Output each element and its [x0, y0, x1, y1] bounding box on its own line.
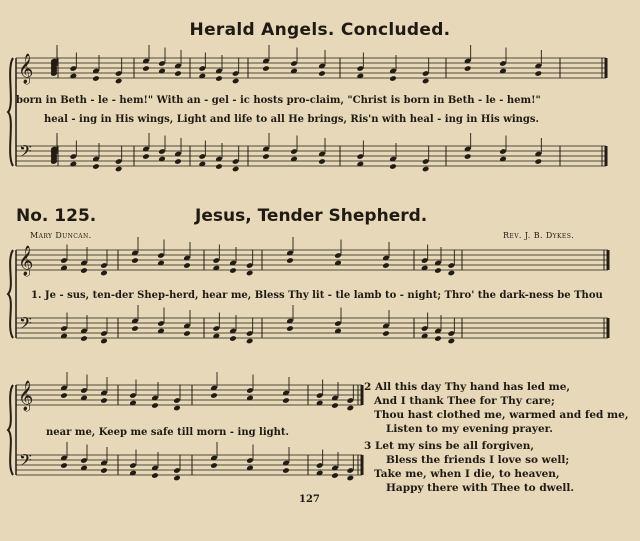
- treble-note: [80, 267, 88, 274]
- hymn2-lyrics-system2: near me, Keep me safe till morn - ing light.: [46, 427, 290, 438]
- treble-note: [448, 270, 456, 277]
- bass-note: [448, 338, 456, 345]
- treble-note: [464, 65, 472, 72]
- treble-clef-icon: 𝄞: [18, 246, 34, 276]
- bass-note: [286, 325, 294, 332]
- bass-note: [535, 158, 543, 165]
- bass-note: [347, 475, 355, 482]
- treble-note: [535, 70, 543, 77]
- treble-note: [174, 70, 182, 77]
- treble-note: [282, 397, 290, 404]
- verse-3-number: 3: [364, 440, 372, 452]
- treble-note: [100, 270, 108, 277]
- verse-line: Take me, when I die, to heaven,: [374, 468, 560, 480]
- author-credit: Mary Duncan.: [30, 231, 92, 240]
- system-brace: [8, 58, 13, 166]
- treble-note: [434, 267, 442, 274]
- bass-note: [382, 330, 390, 337]
- bass-note: [80, 335, 88, 342]
- bass-clef-icon: 𝄢: [19, 141, 32, 165]
- verse-3: [364, 439, 574, 495]
- bass-note: [331, 472, 339, 479]
- system-brace: [8, 250, 13, 338]
- treble-note: [286, 257, 294, 264]
- hymn1-title: Herald Angels. Concluded.: [189, 20, 451, 40]
- treble-note: [151, 402, 159, 409]
- bass-note: [115, 166, 123, 173]
- treble-note: [215, 75, 223, 82]
- bass-note: [92, 163, 100, 170]
- bass-note: [142, 153, 150, 160]
- treble-note: [183, 262, 191, 269]
- verse-line: Happy there with Thee to dwell.: [386, 482, 575, 494]
- bass-note: [422, 166, 430, 173]
- bass-note: [60, 462, 68, 469]
- bass-note: [131, 325, 139, 332]
- bass-note: [318, 158, 326, 165]
- bass-note: [389, 163, 397, 170]
- treble-note: [92, 75, 100, 82]
- treble-note: [318, 70, 326, 77]
- treble-note: [422, 78, 430, 85]
- bass-note: [232, 166, 240, 173]
- composer-credit: Rev. J. B. Dykes.: [503, 231, 575, 240]
- verse-2: [364, 380, 628, 436]
- verse-line: And I thank Thee for Thy care;: [374, 395, 555, 407]
- treble-clef-icon: 𝄞: [18, 54, 34, 84]
- treble-note: [389, 75, 397, 82]
- treble-note: [115, 78, 123, 85]
- treble-note: [232, 78, 240, 85]
- treble-note: [60, 392, 68, 399]
- system-brace: [8, 385, 13, 475]
- hymn1-lyrics-line1: born in Beth - le - hem!" With an - gel - ic hosts pro-claim, "Christ is born in Beth - le - hem!": [16, 95, 541, 106]
- treble-note: [229, 267, 237, 274]
- treble-note: [142, 65, 150, 72]
- page-number: 127: [299, 494, 320, 505]
- hymn1-lyrics-line2: heal - ing in His wings, Light and life to all He brings, Ris'n with heal - ing in His wings.: [44, 114, 540, 125]
- bass-note: [246, 338, 254, 345]
- bass-clef-icon: 𝄢: [19, 450, 32, 474]
- verse-line: Thou hast clothed me, warmed and fed me,: [374, 409, 629, 421]
- bass-note: [100, 467, 108, 474]
- verse-line: Listen to my evening prayer.: [386, 423, 553, 435]
- verse-line: Bless the friends I love so well;: [386, 454, 570, 466]
- bass-note: [215, 163, 223, 170]
- bass-note: [262, 153, 270, 160]
- hymn2-title: Jesus, Tender Shepherd.: [195, 206, 428, 226]
- bass-note: [183, 330, 191, 337]
- bass-clef-icon: 𝄢: [19, 313, 32, 337]
- bass-note: [282, 467, 290, 474]
- treble-note: [131, 257, 139, 264]
- bass-note: [174, 158, 182, 165]
- bass-note: [100, 338, 108, 345]
- bass-note: [464, 153, 472, 160]
- verse-2-number: 2: [364, 381, 372, 393]
- treble-note: [173, 405, 181, 412]
- bass-note: [151, 472, 159, 479]
- bass-note: [229, 335, 237, 342]
- bass-note: [210, 462, 218, 469]
- bass-note: [434, 335, 442, 342]
- treble-note: [382, 262, 390, 269]
- hymn-number: No. 125.: [16, 206, 97, 226]
- treble-note: [347, 405, 355, 412]
- treble-note: [262, 65, 270, 72]
- treble-note: [100, 397, 108, 404]
- treble-note: [210, 392, 218, 399]
- bass-note: [173, 475, 181, 482]
- treble-note: [246, 270, 254, 277]
- treble-note: [331, 402, 339, 409]
- verse-line: Let my sins be all forgiven,: [374, 440, 535, 452]
- verse-line: All this day Thy hand has led me,: [374, 381, 571, 393]
- treble-clef-icon: 𝄞: [18, 381, 34, 411]
- hymn2-lyrics-system1: 1. Je - sus, ten-der Shep-herd, hear me, Bless Thy lit - tle lamb to - night; Thro' the dark-ness be Thou: [31, 290, 603, 301]
